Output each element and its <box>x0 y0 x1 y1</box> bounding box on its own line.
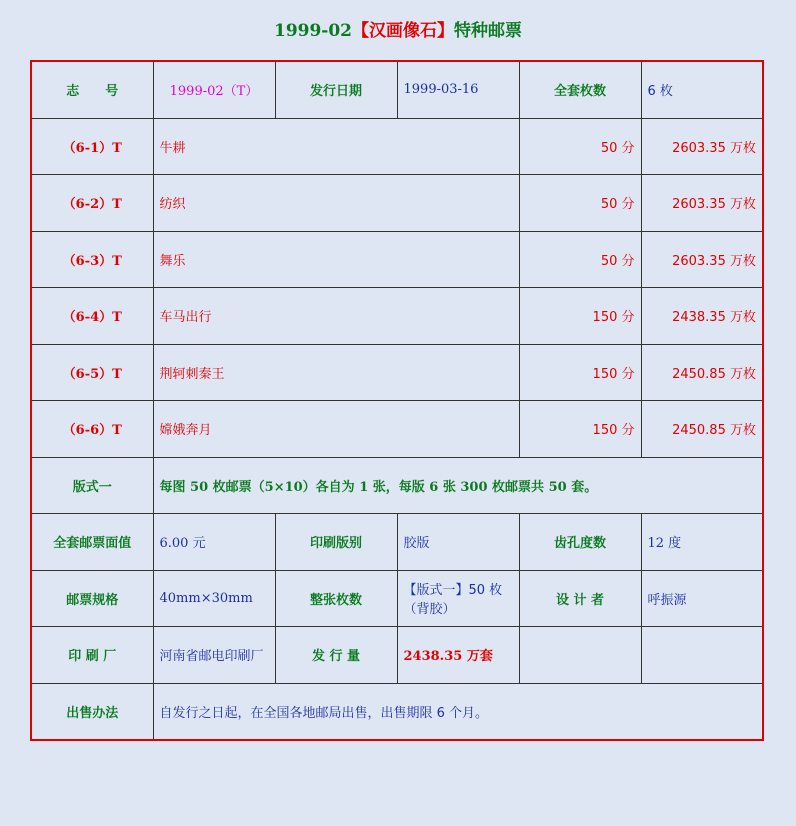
stamp-quantity: 2438.35 万枚 <box>641 288 763 345</box>
empty-cell <box>519 627 641 684</box>
sheet-count-label: 整张枚数 <box>275 570 397 627</box>
stamp-face-value: 150 分 <box>519 288 641 345</box>
issue-quantity-value: 2438.35 万套 <box>397 627 519 684</box>
title-prefix: 1999-02 <box>273 21 353 41</box>
stamp-row <box>31 288 763 345</box>
stamp-row <box>31 401 763 458</box>
set-count-value: 6 枚 <box>641 61 763 118</box>
designer-label: 设 计 者 <box>519 570 641 627</box>
title-bracket: 【汉画像石】 <box>352 21 455 41</box>
stamp-name: 舞乐 <box>153 231 519 288</box>
stamp-face-value: 50 分 <box>519 231 641 288</box>
stamp-code: （6-2）T <box>31 175 153 232</box>
page-title <box>0 16 796 41</box>
stamp-code: （6-4）T <box>31 288 153 345</box>
stamp-face-value: 50 分 <box>519 118 641 175</box>
table-row <box>31 514 763 571</box>
print-type-value: 胶版 <box>397 514 519 571</box>
issue-date-value: 1999-03-16 <box>397 61 519 118</box>
table-row <box>31 61 763 118</box>
table-row <box>31 570 763 627</box>
empty-cell <box>641 627 763 684</box>
stamp-name: 纺织 <box>153 175 519 232</box>
issue-quantity-label: 发 行 量 <box>275 627 397 684</box>
stamp-quantity: 2603.35 万枚 <box>641 175 763 232</box>
stamp-code: （6-1）T <box>31 118 153 175</box>
printer-value: 河南省邮电印刷厂 <box>153 627 275 684</box>
stamp-info-table <box>30 60 764 741</box>
stamp-code: （6-3）T <box>31 231 153 288</box>
print-type-label: 印刷版别 <box>275 514 397 571</box>
stamp-code: （6-5）T <box>31 344 153 401</box>
table-row <box>31 627 763 684</box>
stamp-face-value: 150 分 <box>519 344 641 401</box>
code-value: 1999-02（T） <box>153 61 275 118</box>
stamp-quantity: 2450.85 万枚 <box>641 344 763 401</box>
face-total-value: 6.00 元 <box>153 514 275 571</box>
stamp-name: 荆轲刺秦王 <box>153 344 519 401</box>
perforation-value: 12 度 <box>641 514 763 571</box>
set-count-label: 全套枚数 <box>519 61 641 118</box>
stamp-quantity: 2603.35 万枚 <box>641 231 763 288</box>
perforation-label: 齿孔度数 <box>519 514 641 571</box>
format-label: 版式一 <box>31 457 153 514</box>
face-total-label: 全套邮票面值 <box>31 514 153 571</box>
stamp-row <box>31 175 763 232</box>
stamp-name: 车马出行 <box>153 288 519 345</box>
table-row <box>31 683 763 740</box>
stamp-row <box>31 231 763 288</box>
title-suffix: 特种邮票 <box>454 21 523 41</box>
stamp-name: 嫦娥奔月 <box>153 401 519 458</box>
table-row <box>31 457 763 514</box>
stamp-face-value: 50 分 <box>519 175 641 232</box>
stamp-row <box>31 344 763 401</box>
stamp-name: 牛耕 <box>153 118 519 175</box>
sale-method-label: 出售办法 <box>31 683 153 740</box>
designer-value: 呼振源 <box>641 570 763 627</box>
format-text: 每图 50 枚邮票（5×10）各自为 1 张，每版 6 张 300 枚邮票共 50 套。 <box>153 457 763 514</box>
printer-label: 印 刷 厂 <box>31 627 153 684</box>
stamp-code: （6-6）T <box>31 401 153 458</box>
code-label: 志 号 <box>31 61 153 118</box>
stamp-face-value: 150 分 <box>519 401 641 458</box>
sale-method-text: 自发行之日起，在全国各地邮局出售，出售期限 6 个月。 <box>153 683 763 740</box>
stamp-quantity: 2603.35 万枚 <box>641 118 763 175</box>
stamp-row <box>31 118 763 175</box>
issue-date-label: 发行日期 <box>275 61 397 118</box>
stamp-quantity: 2450.85 万枚 <box>641 401 763 458</box>
sheet-count-value: 【版式一】50 枚（背胶） <box>397 570 519 627</box>
size-value: 40mm×30mm <box>153 570 275 627</box>
size-label: 邮票规格 <box>31 570 153 627</box>
